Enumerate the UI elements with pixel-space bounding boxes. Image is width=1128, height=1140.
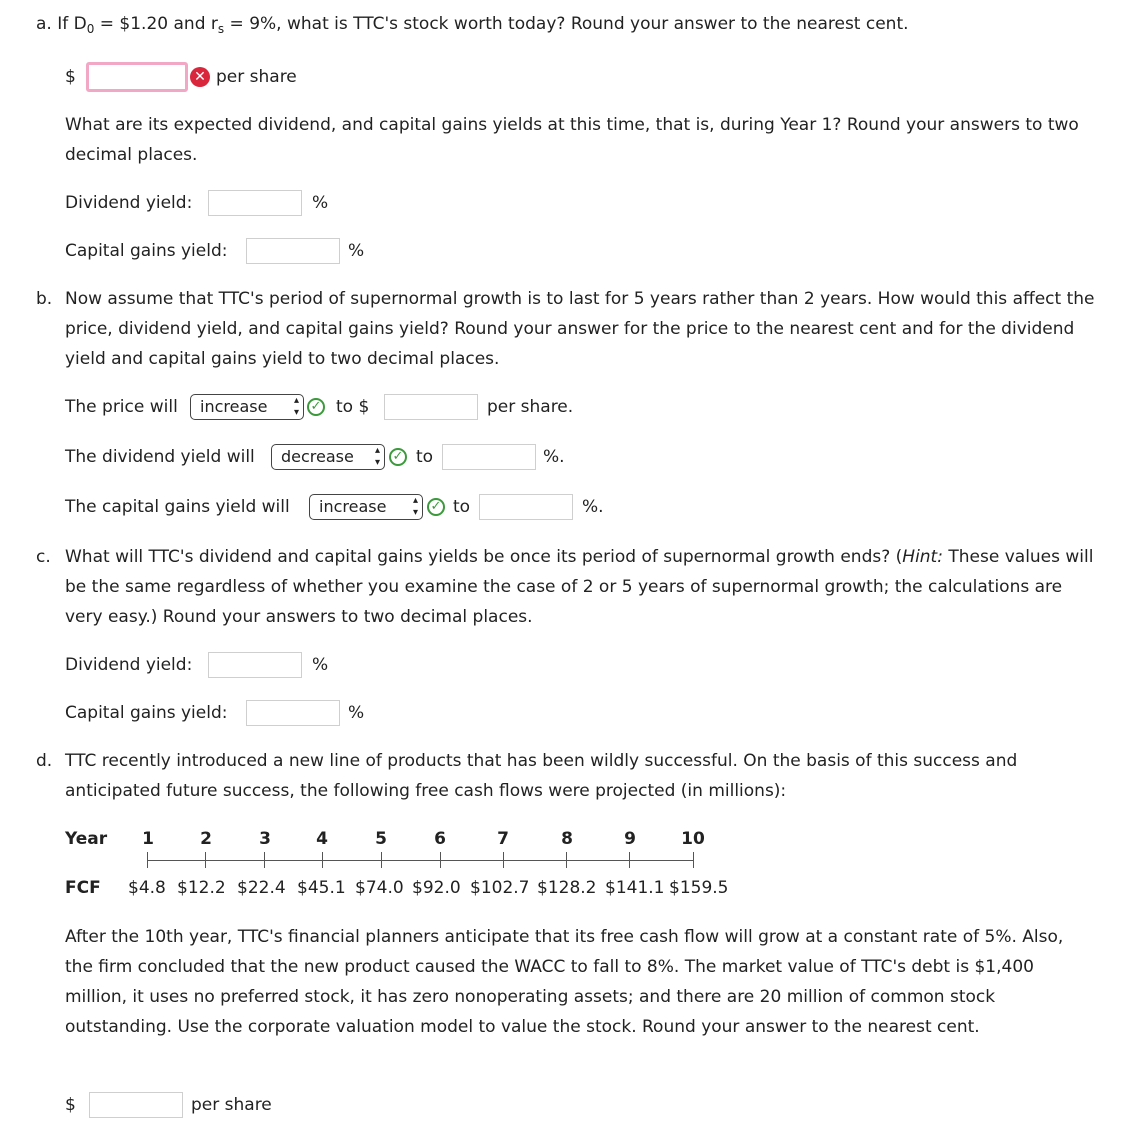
timeline-tick — [629, 852, 630, 868]
year-cell: 8 — [561, 829, 573, 849]
year-cell: 10 — [681, 829, 705, 849]
capgain-yield-input[interactable] — [479, 494, 573, 520]
fcf-label: FCF — [65, 878, 101, 898]
price-to: to $ — [336, 397, 370, 417]
part-d-dollar: $ — [65, 1095, 76, 1115]
error-x-icon: ✕ — [190, 67, 210, 87]
year-cell: 6 — [434, 829, 446, 849]
part-c-question: What will TTC's dividend and capital gains yields be once its period of supernormal growth ends? (Hint: These values will be the same regardless of whether you examine the case of 2 or 5 years of supernormal growth; the calculations are very easy.) Round your answers to two decimal places. — [65, 547, 1094, 627]
check-icon: ✓ — [389, 448, 407, 466]
fcf-cell: $45.1 — [297, 878, 346, 898]
part-c-dividend-pct: % — [312, 655, 329, 675]
part-a-dividend-input[interactable] — [208, 190, 302, 216]
part-b-label: b. — [36, 289, 53, 309]
timeline-tick — [693, 852, 694, 868]
part-a-dollar: $ — [65, 67, 76, 87]
updown-arrow-icon: ▴ ▾ — [293, 395, 299, 418]
year-cell: 9 — [624, 829, 636, 849]
timeline-tick — [381, 852, 382, 868]
dividend-unit: %. — [543, 447, 565, 467]
year-label: Year — [65, 829, 108, 849]
part-d-after: After the 10th year, TTC's financial planners anticipate that its free cash flow will grow at a constant rate of 5%. Also, the firm concluded that the new product caused the WACC to fall to 8%. The market value of TTC's debt is $1,400 million, it uses no preferred stock, it has zero nonoperating assets; and there are 20 million of common stock outstanding. Use the corporate valuation model to value the stock. Round your answer to the nearest cent. — [65, 927, 1064, 1037]
dividend-prefix: The dividend yield will — [65, 447, 255, 467]
part-d-price-input[interactable] — [89, 1092, 183, 1118]
fcf-cell: $74.0 — [355, 878, 404, 898]
fcf-cell: $4.8 — [128, 878, 166, 898]
part-c-capgain-label: Capital gains yield: — [65, 703, 228, 723]
check-icon: ✓ — [307, 398, 325, 416]
part-c-dividend-input[interactable] — [208, 652, 302, 678]
part-d-question: TTC recently introduced a new line of products that has been wildly successful. On the basis of this success and anticipated future success, the following free cash flows were projected (in millions): — [65, 751, 1018, 801]
part-a-capgain-input[interactable] — [246, 238, 340, 264]
timeline-tick — [147, 852, 148, 868]
part-d-label: d. — [36, 751, 53, 771]
capgain-prefix: The capital gains yield will — [65, 497, 290, 517]
capgain-direction-select[interactable]: increase ▴ ▾ — [309, 494, 423, 520]
fcf-cell: $92.0 — [412, 878, 461, 898]
part-a-price-input[interactable] — [86, 62, 188, 92]
part-c-dividend-label: Dividend yield: — [65, 655, 193, 675]
part-a-yield-question: What are its expected dividend, and capital gains yields at this time, that is, during Year 1? Round your answers to two decimal places. — [65, 115, 1079, 165]
part-a-question: a. If $D_0$ = $1.20 and $r_s = 9\%$, what is TTC's stock worth today? Round your answer to the nearest cent. — [36, 14, 909, 36]
part-c-capgain-pct: % — [348, 703, 365, 723]
timeline-line — [147, 860, 693, 861]
price-prefix: The price will — [65, 397, 178, 417]
year-cell: 2 — [200, 829, 212, 849]
updown-arrow-icon: ▴ ▾ — [412, 495, 418, 518]
year-cell: 1 — [142, 829, 154, 849]
year-cell: 3 — [259, 829, 271, 849]
price-input[interactable] — [384, 394, 478, 420]
timeline-tick — [503, 852, 504, 868]
year-cell: 4 — [316, 829, 328, 849]
timeline-tick — [566, 852, 567, 868]
part-a-capgain-pct: % — [348, 241, 365, 261]
fcf-cell: $102.7 — [470, 878, 530, 898]
timeline-tick — [205, 852, 206, 868]
dividend-to: to — [416, 447, 434, 467]
part-c-capgain-input[interactable] — [246, 700, 340, 726]
updown-arrow-icon: ▴ ▾ — [374, 445, 380, 468]
dividend-direction-select[interactable]: decrease ▴ ▾ — [271, 444, 385, 470]
check-icon: ✓ — [427, 498, 445, 516]
part-a-unit: per share — [216, 67, 297, 87]
capgain-to: to — [453, 497, 471, 517]
capgain-unit: %. — [582, 497, 604, 517]
year-cell: 7 — [497, 829, 509, 849]
year-cell: 5 — [375, 829, 387, 849]
fcf-cell: $12.2 — [177, 878, 226, 898]
part-a-dividend-label: Dividend yield: — [65, 193, 193, 213]
price-direction-select[interactable]: increase ▴ ▾ — [190, 394, 304, 420]
price-unit: per share. — [487, 397, 574, 417]
dividend-yield-input[interactable] — [442, 444, 536, 470]
fcf-cell: $159.5 — [669, 878, 729, 898]
fcf-cell: $141.1 — [605, 878, 665, 898]
timeline-tick — [440, 852, 441, 868]
fcf-cell: $22.4 — [237, 878, 286, 898]
part-d-unit: per share — [191, 1095, 272, 1115]
fcf-cell: $128.2 — [537, 878, 597, 898]
timeline-tick — [322, 852, 323, 868]
part-c-label: c. — [36, 547, 51, 567]
part-b-question: Now assume that TTC's period of supernormal growth is to last for 5 years rather than 2 years. How would this affect the price, dividend yield, and capital gains yield? Round your answer for the price to the nearest cent and for the dividend yield and capital gains yield to two decimal places. — [65, 289, 1095, 369]
timeline-tick — [264, 852, 265, 868]
part-a-dividend-pct: % — [312, 193, 329, 213]
part-a-capgain-label: Capital gains yield: — [65, 241, 228, 261]
